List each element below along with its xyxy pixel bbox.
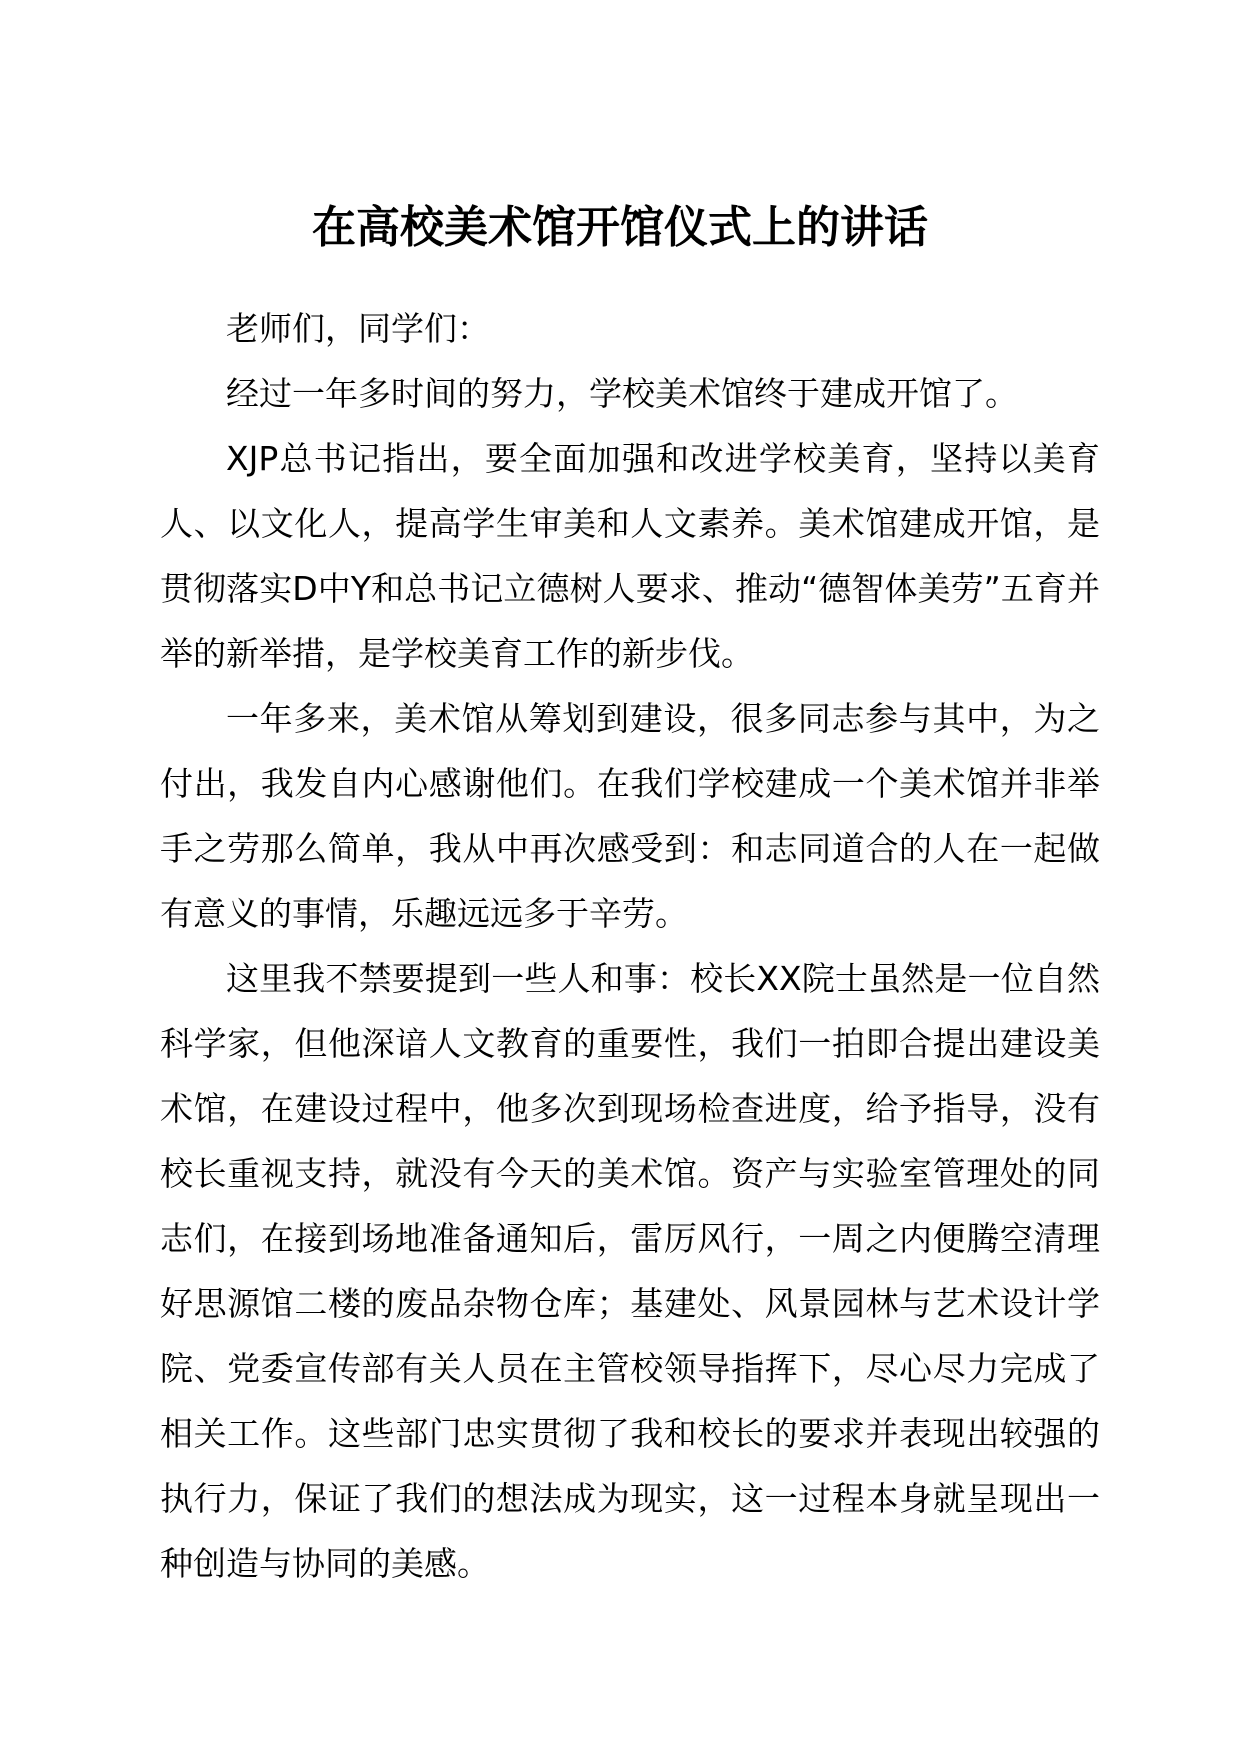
salutation-paragraph: 老师们，同学们： — [226, 309, 490, 348]
body-paragraph: 这里我不禁要提到一些人和事：校长XX院士虽然是一位自然科学家，但他深谙人文教育的重要性，我们一拍即合提出建设美术馆，在建设过程中，他多次到现场检查进度，给予指导，没有校长重视支持，就没有今天的美术馆。资产与实验室管理处的同志们，在接到场地准备通知后，雷厉风行，一周之内便腾空清理好思源馆二楼的废品杂物仓库；基建处、风景园林与艺术设计学院、党委宣传部有关人员在主管校领导指挥下，尽心尽力完成了相关工作。这些部门忠实贯彻了我和校长的要求并表现出较强的执行力，保证了我们的想法成为现实，这一过程本身就呈现出一种创造与协同的美感。 — [160, 959, 1100, 1583]
body-paragraph: 经过一年多时间的努力，学校美术馆终于建成开馆了。 — [226, 374, 1018, 413]
document-body — [160, 296, 1100, 1596]
body-paragraph: 一年多来，美术馆从筹划到建设，很多同志参与其中，为之付出，我发自内心感谢他们。在我们学校建成一个美术馆并非举手之劳那么简单，我从中再次感受到：和志同道合的人在一起做有意义的事情，乐趣远远多于辛劳。 — [160, 699, 1100, 933]
body-paragraph: XJP总书记指出，要全面加强和改进学校美育，坚持以美育人、以文化人，提高学生审美和人文素养。美术馆建成开馆，是贯彻落实D中Y和总书记立德树人要求、推动“德智体美劳”五育并举的新举措，是学校美育工作的新步伐。 — [160, 439, 1100, 673]
document-title: 在高校美术馆开馆仪式上的讲话 — [312, 202, 928, 253]
